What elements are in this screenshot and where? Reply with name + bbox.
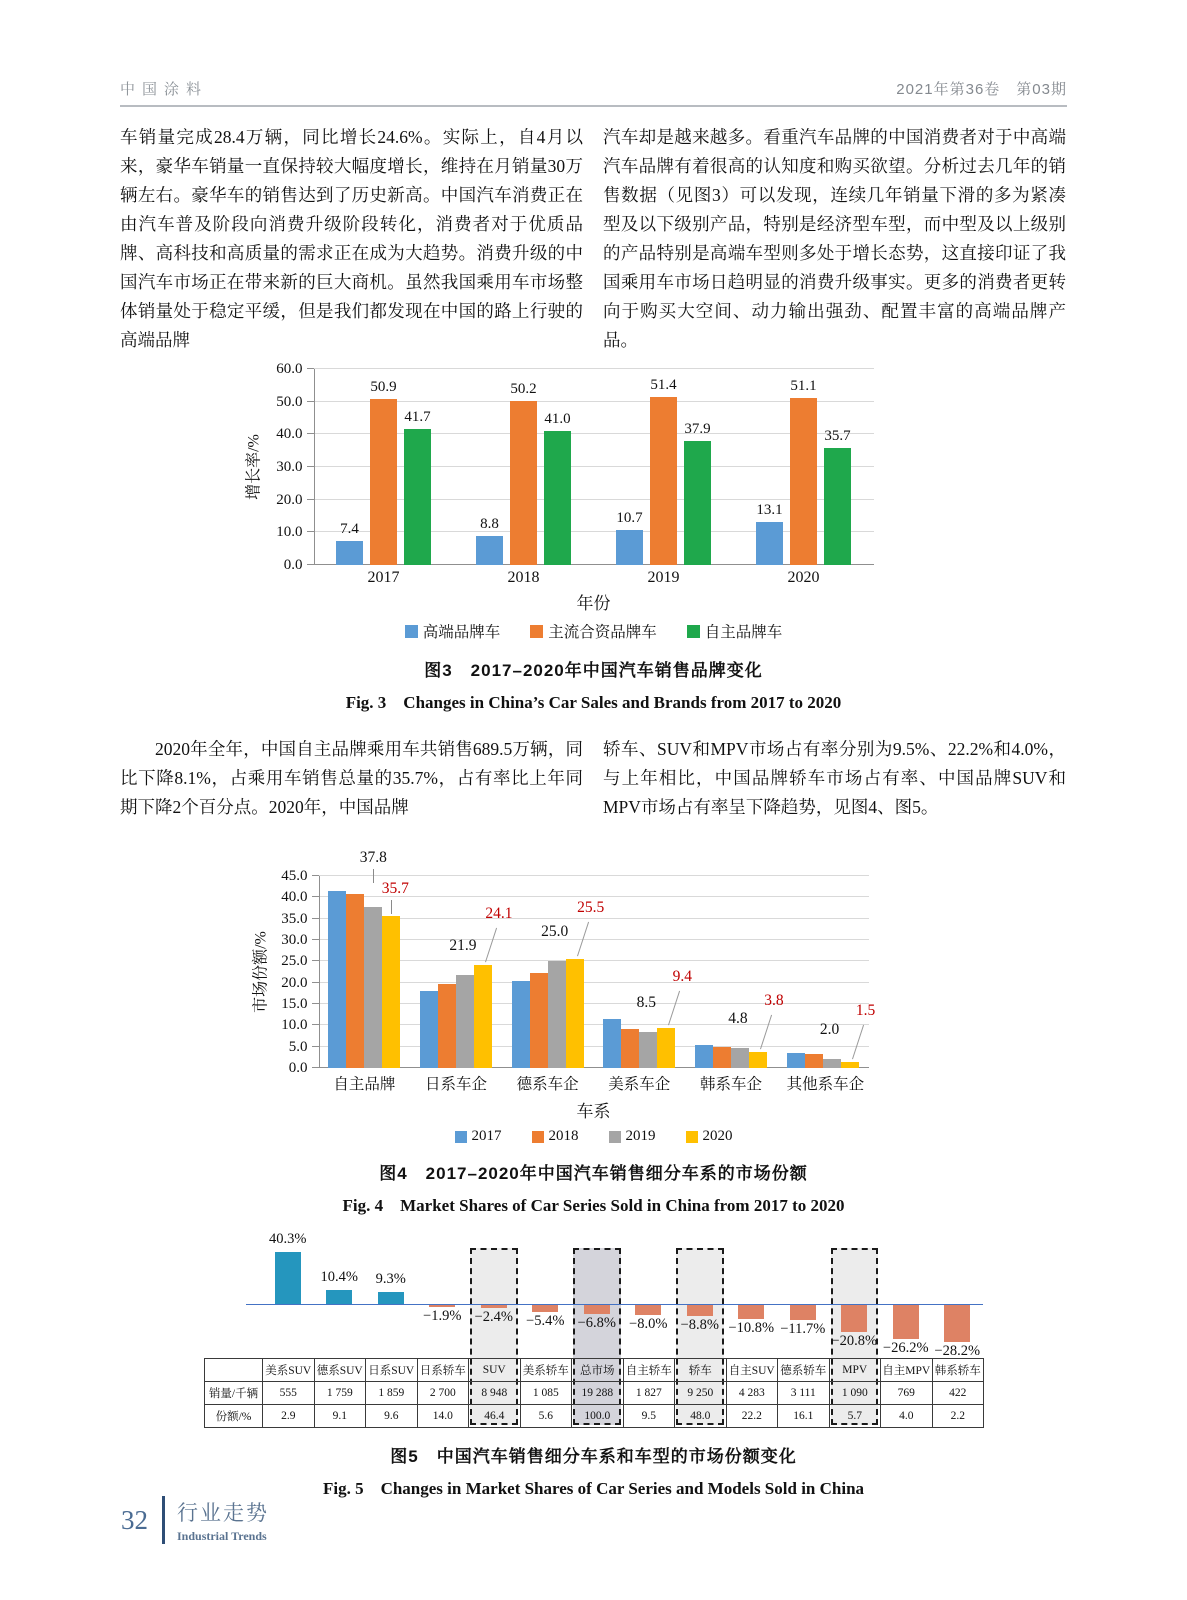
y-axis-title: 增长率/% [245, 434, 262, 500]
legend-swatch-icon [405, 625, 418, 638]
table-header-cell: 日系SUV [366, 1359, 418, 1382]
axis-tick [312, 918, 319, 919]
bar-negative [532, 1305, 558, 1312]
y-tick-label: 40.0 [281, 889, 308, 906]
bar-groups [319, 848, 876, 1068]
table-cell: 份额/% [205, 1405, 263, 1428]
bar-value-label: 10.4% [320, 1269, 358, 1286]
axis-tick [312, 896, 319, 897]
fig4-caption-cn: 图4 2017–2020年中国汽车销售细分车系的市场份额 [379, 1164, 808, 1183]
bar-value-label: −20.8% [831, 1333, 878, 1350]
legend-item [530, 620, 657, 642]
table-header-cell: 自主SUV [726, 1359, 778, 1382]
section-name-cn: 行业走势 [177, 1501, 269, 1525]
x-tick-label: 美系车企 [608, 1076, 671, 1093]
y-tick-label: 10.0 [276, 524, 303, 541]
bar [841, 1062, 859, 1068]
axis-tick [312, 982, 319, 983]
bar-negative [738, 1305, 764, 1319]
bar-negative [481, 1305, 507, 1308]
axis-tick [307, 368, 314, 369]
fig5-data-table [204, 1358, 984, 1428]
bar-value-label: 7.4 [340, 520, 359, 537]
y-tick-label: 20.0 [281, 974, 308, 991]
bar [805, 1054, 823, 1069]
y-tick-label: 0.0 [288, 1060, 308, 1076]
bar [456, 975, 474, 1068]
annotation-red: 35.7 [381, 879, 409, 897]
figure-5 [120, 1230, 1067, 1499]
legend-item [609, 1128, 656, 1145]
y-axis-title: 市场份额/% [252, 931, 269, 1013]
annotation-red: 24.1 [485, 905, 513, 923]
text-section-2 [120, 735, 1067, 822]
bar-value-label: 50.2 [510, 381, 537, 398]
y-tick-label: 45.0 [281, 868, 308, 884]
bar-negative [687, 1305, 713, 1316]
leader-line [391, 900, 392, 914]
legend-swatch-icon [686, 1131, 698, 1143]
footer-divider [162, 1496, 165, 1544]
table-header-cell: 美系轿车 [520, 1359, 572, 1382]
axis-tick [312, 939, 319, 940]
legend-label: 2019 [625, 1128, 656, 1144]
table-header-cell: 德系轿车 [778, 1359, 830, 1382]
bar-group [787, 1001, 876, 1068]
zero-axis-line [246, 1304, 983, 1305]
issue-info: 2021年第36卷 第03期 [896, 81, 1067, 98]
x-tick-label: 2019 [647, 569, 680, 586]
paragraph-left: 车销量完成28.4万辆，同比增长24.6%。实际上，自4月以来，豪华车销量一直保持较大幅度增长，维持在月销量30万辆左右。豪华车的销售达到了历史新高。中国汽车消费正在由汽车普及阶段向消费升级阶段转化，消费者对于优质品牌、高科技和高质量的需求正在成为大趋势。消费升级的中国汽车市场正在带来新的巨大商机。虽然我国乘用车市场整体销量处于稳定平缓，但是我们都发现在中国的路上行驶的高端品牌 [120, 127, 583, 350]
bar [382, 916, 400, 1068]
table-cell: 4 283 [726, 1382, 778, 1405]
bar-value-label: −26.2% [882, 1340, 929, 1357]
bar [749, 1052, 767, 1068]
fig3-plot-area [245, 361, 874, 573]
x-axis-title: 年份 [576, 594, 611, 613]
legend-label: 2020 [702, 1128, 733, 1144]
bar-negative [893, 1305, 919, 1339]
bar [544, 411, 571, 565]
bar-value-label: 9.3% [375, 1270, 406, 1287]
table-cell: 1 759 [314, 1382, 366, 1405]
bar [787, 1053, 805, 1068]
table-header-cell: 轿车 [675, 1359, 727, 1382]
bar [364, 907, 382, 1068]
table-cell: 422 [932, 1382, 984, 1405]
bar-positive [326, 1290, 352, 1304]
bar [420, 991, 438, 1068]
table-cell: 3 111 [778, 1382, 830, 1405]
bar-value-label: −5.4% [526, 1313, 565, 1330]
table-header-cell: 自主MPV [881, 1359, 933, 1382]
legend-label: 2018 [548, 1128, 579, 1144]
bar-value-label: −6.8% [577, 1314, 616, 1331]
bar-value-label: −28.2% [934, 1342, 981, 1359]
bar-value-label: 41.0 [544, 411, 571, 428]
bar-group [336, 378, 431, 565]
legend-label: 高端品牌车 [422, 624, 501, 641]
leader-line [760, 1015, 772, 1050]
bar-value-label: 8.8 [480, 516, 499, 533]
bar [474, 965, 492, 1068]
axis-tick [307, 564, 314, 565]
figure-3 [120, 361, 1067, 713]
header-rule [120, 105, 1067, 107]
bar-value-label: 41.7 [404, 408, 431, 425]
bar-value-label: 51.4 [650, 377, 677, 394]
bar [512, 981, 530, 1068]
bar-negative [790, 1305, 816, 1320]
bar-value-label: −10.8% [728, 1320, 775, 1337]
x-axis-title: 车系 [576, 1102, 611, 1121]
bar-groups [314, 369, 874, 565]
table-cell: 8 948 [469, 1382, 521, 1405]
bar [616, 510, 643, 565]
table-cell: 5.7 [829, 1405, 881, 1428]
bar-group [328, 848, 409, 1068]
bar [566, 959, 584, 1068]
fig5-diverging-bar-chart [120, 1230, 1067, 1428]
bar-positive [275, 1252, 301, 1304]
axis-tick [307, 531, 314, 532]
bar [824, 428, 851, 565]
bar [438, 984, 456, 1068]
paragraph-right: 汽车却是越来越多。看重汽车品牌的中国消费者对于中高端汽车品牌有着很高的认知度和购买欲望。分析过去几年的销售数据（见图3）可以发现，连续几年销量下滑的多为紧凑型及以下级别产品，特别是经济型车型，而中型及以上级别的产品特别是高端车型则多处于增长态势，这直接印证了我国乘用车市场日趋明显的消费升级事实。更多的消费者更转向于购买大空间、动力输出强劲、配置丰富的高端品牌产品。 [603, 127, 1066, 350]
table-cell: 1 085 [520, 1382, 572, 1405]
table-header-cell [205, 1359, 263, 1382]
legend-swatch-icon [532, 1131, 544, 1143]
bar-group [616, 377, 711, 565]
bar-value-label: 10.7 [616, 510, 643, 527]
y-tick-label: 25.0 [281, 953, 308, 970]
axis-tick [312, 1067, 319, 1068]
table-cell: 555 [263, 1382, 315, 1405]
annotation-red: 3.8 [764, 991, 784, 1009]
text-section-1 [120, 123, 1067, 355]
table-cell: 9 250 [675, 1382, 727, 1405]
table-cell: 769 [881, 1382, 933, 1405]
bar [530, 973, 548, 1068]
bar [790, 378, 817, 565]
leader-line [577, 922, 589, 957]
bar-value-label: −8.0% [629, 1316, 668, 1333]
axis-tick [312, 960, 319, 961]
legend-label: 自主品牌车 [704, 624, 783, 641]
legend-swatch-icon [687, 625, 700, 638]
bar [346, 894, 364, 1069]
bar-group [476, 381, 571, 565]
bar-value-label: 51.1 [790, 378, 817, 395]
table-cell: 9.5 [623, 1405, 675, 1428]
bar-value-label: −2.4% [474, 1309, 513, 1326]
page-footer [121, 1496, 269, 1544]
bar [603, 1019, 621, 1068]
axis-tick [312, 1024, 319, 1025]
table-header-cell: 自主轿车 [623, 1359, 675, 1382]
bar-negative [429, 1305, 455, 1307]
bar [731, 1048, 749, 1068]
y-tick-label: 30.0 [281, 932, 308, 948]
bar-value-label: 50.9 [370, 378, 397, 395]
y-tick-label: 50.0 [276, 393, 303, 410]
leader-line [852, 1024, 864, 1059]
legend-label: 2017 [471, 1128, 502, 1144]
bar [684, 421, 711, 565]
table-cell: 1 827 [623, 1382, 675, 1405]
bar-value-label: −8.8% [680, 1317, 719, 1334]
table-cell: 22.2 [726, 1405, 778, 1428]
table-header-cell: 总市场 [572, 1359, 624, 1382]
annotation-black: 21.9 [449, 936, 477, 954]
table-cell: 48.0 [675, 1405, 727, 1428]
y-tick-label: 30.0 [276, 459, 303, 475]
axis-tick [307, 433, 314, 434]
bar [336, 520, 363, 565]
bar-negative [635, 1305, 661, 1315]
table-cell: 9.6 [366, 1405, 418, 1428]
bar [370, 378, 397, 565]
chart-legend [120, 620, 1067, 642]
y-tick-label: 20.0 [276, 491, 303, 508]
annotation-red: 25.5 [577, 899, 605, 917]
fig3-caption-en: Fig. 3 Changes in China’s Car Sales and Brands from 2017 to 2020 [345, 693, 842, 712]
table-cell: 14.0 [417, 1405, 469, 1428]
annotation-black: 4.8 [728, 1009, 748, 1027]
legend-label: 主流合资品牌车 [548, 624, 657, 641]
journal-title: 中国涂料 [120, 81, 209, 98]
x-tick-label: 自主品牌 [333, 1076, 396, 1093]
bar [695, 1045, 713, 1068]
axis-tick [307, 466, 314, 467]
legend-item [455, 1128, 502, 1145]
y-tick-label: 0.0 [283, 557, 303, 573]
bar-negative [584, 1305, 610, 1314]
bar-group [420, 905, 513, 1068]
annotation-red: 9.4 [672, 967, 692, 985]
annotation-black: 8.5 [636, 993, 656, 1011]
axis-tick [312, 875, 319, 876]
fig5-canvas-inner [204, 1230, 983, 1428]
bar-value-label: 40.3% [269, 1230, 307, 1247]
bar-value-label: 35.7 [824, 428, 851, 445]
paragraph-left: 2020年全年，中国自主品牌乘用车共销售689.5万辆，同比下降8.1%，占乘用车销售总量的35.7%，占有率比上年同期下降2个百分点。2020年，中国品牌 [120, 739, 583, 817]
bar [404, 408, 431, 565]
y-tick-label: 35.0 [281, 910, 308, 927]
x-tick-label: 2017 [367, 569, 400, 586]
bar-value-label: 37.9 [684, 421, 711, 438]
y-tick-label: 60.0 [276, 361, 303, 377]
axis-tick [307, 499, 314, 500]
bar [510, 381, 537, 565]
bar [476, 516, 503, 565]
table-cell: 9.1 [314, 1405, 366, 1428]
bar-group [512, 899, 605, 1068]
bar-negative [841, 1305, 867, 1332]
x-axis-labels [314, 569, 874, 587]
chart-legend [120, 1128, 1067, 1145]
bar [621, 1029, 639, 1068]
table-header-cell: 日系轿车 [417, 1359, 469, 1382]
page-header [120, 0, 1067, 99]
fig4-caption-en: Fig. 4 Market Shares of Car Series Sold in China from 2017 to 2020 [342, 1196, 845, 1215]
bar [713, 1047, 731, 1068]
table-header-cell: 德系SUV [314, 1359, 366, 1382]
table-cell: 19 288 [572, 1382, 624, 1405]
table-cell: 销量/千辆 [205, 1382, 263, 1405]
bar [756, 502, 783, 565]
fig5-caption-cn: 图5 中国汽车销售细分车系和车型的市场份额变化 [390, 1447, 797, 1466]
x-tick-label: 德系车企 [516, 1076, 579, 1093]
legend-item [532, 1128, 579, 1145]
fig3-caption-cn: 图3 2017–2020年中国汽车销售品牌变化 [424, 661, 763, 680]
legend-swatch-icon [455, 1131, 467, 1143]
bar-negative [944, 1305, 970, 1342]
table-cell: 5.6 [520, 1405, 572, 1428]
table-cell: 1 859 [366, 1382, 418, 1405]
legend-swatch-icon [530, 625, 543, 638]
leader-line [373, 869, 374, 883]
bar-group [603, 967, 692, 1068]
annotation-black: 37.8 [359, 848, 387, 866]
y-tick-label: 5.0 [288, 1038, 308, 1055]
x-tick-label: 2020 [787, 569, 820, 586]
page-number: 32 [121, 1504, 148, 1535]
figure-4 [120, 840, 1067, 1216]
table-header-cell: 美系SUV [263, 1359, 315, 1382]
table-cell: 4.0 [881, 1405, 933, 1428]
section-name-en: Industrial Trends [177, 1528, 267, 1543]
leader-line [668, 991, 680, 1026]
fig3-grouped-bar-chart [120, 361, 1067, 642]
y-tick-label: 10.0 [281, 1017, 308, 1034]
y-tick-label: 40.0 [276, 426, 303, 443]
annotation-black: 2.0 [819, 1021, 840, 1039]
bar [328, 891, 346, 1068]
fig4-grouped-bar-chart [120, 840, 1067, 1145]
legend-item [405, 620, 501, 642]
leader-line [485, 928, 497, 963]
table-cell: 2 700 [417, 1382, 469, 1405]
bar [650, 377, 677, 565]
fig5-chart-layer [204, 1230, 983, 1359]
legend-item [687, 620, 783, 642]
table-header-cell: MPV [829, 1359, 881, 1382]
x-tick-label: 2018 [507, 569, 540, 586]
fig5-table-wrap [204, 1358, 983, 1428]
bar-value-label: 13.1 [756, 502, 783, 519]
annotation-black: 25.0 [541, 923, 569, 941]
bar-group [695, 991, 784, 1068]
table-header-cell: 韩系轿车 [932, 1359, 984, 1382]
bar [657, 1028, 675, 1068]
table-cell: 1 090 [829, 1382, 881, 1405]
table-header-cell: SUV [469, 1359, 521, 1382]
axis-tick [312, 1003, 319, 1004]
bar [548, 961, 566, 1068]
y-tick-label: 15.0 [281, 996, 308, 1012]
bar-group [756, 378, 851, 565]
fig4-plot-area [252, 848, 876, 1076]
axis-tick [312, 1046, 319, 1047]
x-tick-label: 韩系车企 [699, 1076, 762, 1093]
x-axis-labels [319, 1072, 869, 1094]
bar [639, 1032, 657, 1068]
legend-item [686, 1128, 733, 1145]
bar-value-label: −1.9% [423, 1308, 462, 1325]
table-cell: 16.1 [778, 1405, 830, 1428]
x-tick-label: 日系车企 [424, 1076, 487, 1093]
bar-value-label: −11.7% [780, 1321, 826, 1338]
bar [823, 1059, 841, 1068]
axis-tick [307, 401, 314, 402]
table-cell: 46.4 [469, 1405, 521, 1428]
paragraph-right: 轿车、SUV和MPV市场占有率分别为9.5%、22.2%和4.0%，与上年相比，中国品牌轿车市场占有率、中国品牌SUV和MPV市场占有率呈下降趋势，见图4、图5。 [603, 739, 1066, 817]
annotation-red: 1.5 [855, 1001, 876, 1019]
table-cell: 100.0 [572, 1405, 624, 1428]
bar-positive [378, 1292, 404, 1304]
x-tick-label: 其他系车企 [786, 1076, 865, 1093]
table-cell: 2.9 [263, 1405, 315, 1428]
fig5-caption-en: Fig. 5 Changes in Market Shares of Car Series and Models Sold in China [322, 1479, 865, 1498]
table-cell: 2.2 [932, 1405, 984, 1428]
legend-swatch-icon [609, 1131, 621, 1143]
